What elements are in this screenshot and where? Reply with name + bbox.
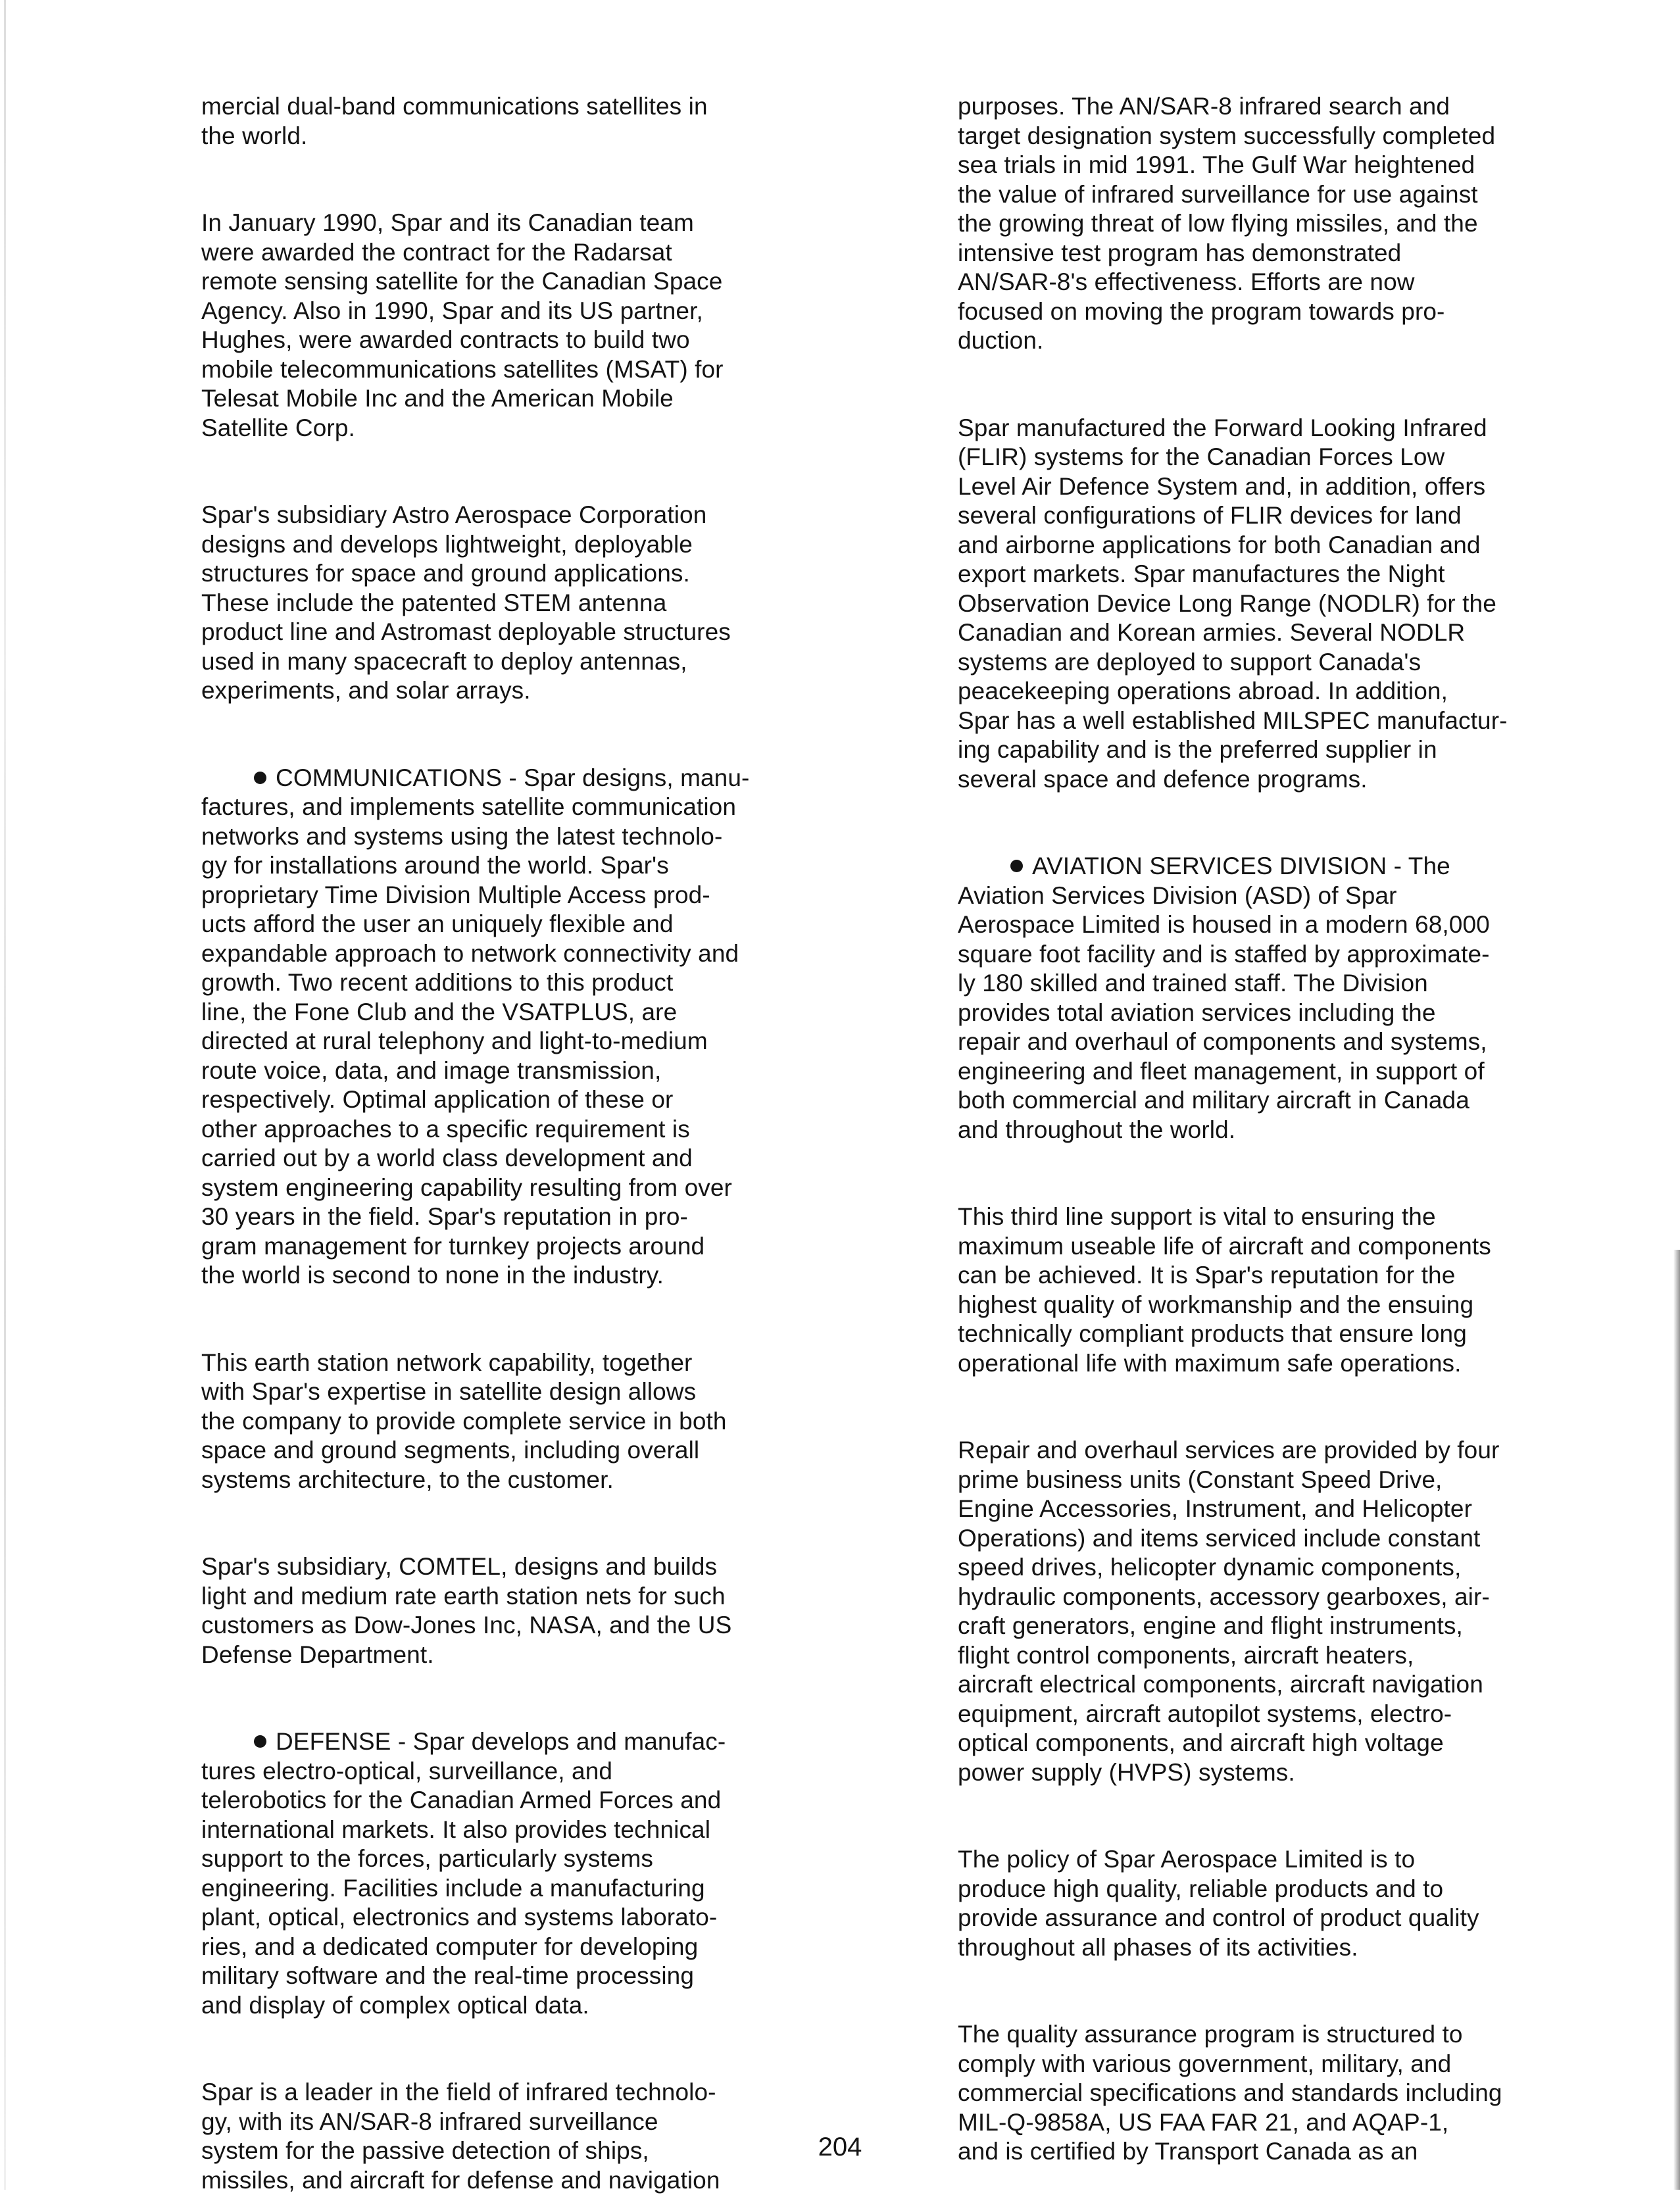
- bullet-heading-text: COMMUNICATIONS - Spar designs, manu-: [276, 764, 750, 791]
- body-paragraph: Spar's subsidiary Astro Aerospace Corporation designs and develops lightweight, deployable structures for space and ground applications. These include the patented STEM antenna product line and Astromast deployable structures used in many spacecraft to deploy antennas, experiments, and solar arrays.: [201, 501, 731, 704]
- body-paragraph: purposes. The AN/SAR-8 infrared search and target designation system successfully completed sea trials in mid 1991. The Gulf War heightened the value of infrared surveillance for use against the growing threat of low flying missiles, and the intensive test program has demonstrated AN/SAR-8's effectiveness. Efforts are now focused on moving the program towards pro- duction.: [958, 93, 1496, 354]
- bullet-paragraph: [201, 1727, 885, 2020]
- bullet-icon: [254, 772, 266, 784]
- bullet-heading-text: AVIATION SERVICES DIVISION - The: [1032, 852, 1450, 879]
- scan-edge-left: [4, 0, 6, 2190]
- bullet-paragraph: [958, 852, 1642, 1145]
- body-paragraph: Spar is a leader in the field of infrared technolo- gy, with its AN/SAR-8 infrared surveillance system for the passive detection of ships, missiles, and aircraft for defense and navigation: [201, 2079, 720, 2194]
- bullet-icon: [254, 1735, 266, 1748]
- body-paragraph: This third line support is vital to ensuring the maximum useable life of aircraft and components can be achieved. It is Spar's reputation for the highest quality of workmanship and the ensuing technically compliant products that ensure long operational life with maximum safe operations.: [958, 1203, 1491, 1377]
- bullet-icon: [1010, 860, 1023, 872]
- bullet-body-text: Aviation Services Division (ASD) of Spar Aerospace Limited is housed in a modern 68,000 square foot facility and is staffed by approximate- ly 180 skilled and trained staff. The Division provides total aviation services including the repair and overhaul of components and systems, engineering and fleet management, in support of both commercial and military aircraft in Canada and throughout the world.: [958, 881, 1490, 1143]
- body-paragraph: Spar's subsidiary, COMTEL, designs and builds light and medium rate earth station nets for such customers as Dow-Jones Inc, NASA, and the US Defense Department.: [201, 1553, 732, 1668]
- body-paragraph: mercial dual-band communications satellites in the world.: [201, 93, 708, 149]
- body-paragraph: Spar manufactured the Forward Looking Infrared (FLIR) systems for the Canadian Forces Low Level Air Defence System and, in addition, offers several configurations of FLIR devices for land and airborne applications for both Canadian and export markets. Spar manufactures the Night Observation Device Long Range (NODLR) for the Canadian and Korean armies. Several NODLR systems are deployed to support Canada's peacekeeping operations abroad. In addition, Spar has a well established MILSPEC manufactur- ing capability and is the preferred supplier in several space and defence programs.: [958, 414, 1508, 793]
- left-column: [201, 92, 885, 2195]
- body-paragraph: The policy of Spar Aerospace Limited is to produce high quality, reliable products and to provide assurance and control of product quality throughout all phases of its activities.: [958, 1846, 1479, 1961]
- bullet-heading-line: [201, 764, 885, 793]
- bullet-paragraph: [201, 764, 885, 1291]
- page-number: 204: [818, 2133, 862, 2161]
- bullet-body-text: tures electro-optical, surveillance, and telerobotics for the Canadian Armed Forces and international markets. It also provides technical support to the forces, particularly systems engineering. Facilities include a manufacturing plant, optical, electronics and systems laborato- ries, and a dedicated computer for developing military software and the real-time processing and display of complex optical data.: [201, 1757, 722, 2019]
- body-paragraph: In January 1990, Spar and its Canadian team were awarded the contract for the Radarsat remote sensing satellite for the Canadian Space Agency. Also in 1990, Spar and its US partner, Hughes, were awarded contracts to build two mobile telecommunications satellites (MSAT) for Telesat Mobile Inc and the American Mobile Satellite Corp.: [201, 209, 724, 441]
- scan-edge-right: [1673, 1250, 1680, 2190]
- bullet-body-text: factures, and implements satellite communication networks and systems using the latest technolo- gy for installations around the world. Spar's proprietary Time Division Multiple Access prod- ucts afford the user an uniquely flexible and expandable approach to network connectivity and growth. Two recent additions to this product line, the Fone Club and the VSATPLUS, are directed at rural telephony and light-to-medium route voice, data, and image transmission, respectively. Optimal application of these or other approaches to a specific requirement is carried out by a world class development and system engineering capability resulting from over 30 years in the field. Spar's reputation in pro- gram management for turnkey projects around the world is second to none in the industry.: [201, 793, 739, 1289]
- body-paragraph: The quality assurance program is structured to comply with various government, military, and commercial specifications and standards including MIL-Q-9858A, US FAA FAR 21, and AQAP-1, and is certified by Transport Canada as an: [958, 2021, 1502, 2165]
- body-paragraph: Repair and overhaul services are provided by four prime business units (Constant Speed Drive, Engine Accessories, Instrument, and Helicopter Operations) and items serviced include constant speed drives, helicopter dynamic components, hydraulic components, accessory gearboxes, air- craft generators, engine and flight instruments, flight control components, aircraft heaters, aircraft electrical components, aircraft navigation equipment, aircraft autopilot systems, electro- optical components, and aircraft high voltage power supply (HVPS) systems.: [958, 1437, 1500, 1786]
- right-column: [958, 92, 1642, 2167]
- bullet-heading-line: [201, 1727, 885, 1757]
- bullet-heading-line: [958, 852, 1642, 881]
- bullet-heading-text: DEFENSE - Spar develops and manufac-: [276, 1728, 726, 1755]
- body-paragraph: This earth station network capability, together with Spar's expertise in satellite design allows the company to provide complete service in both space and ground segments, including overall systems architecture, to the customer.: [201, 1348, 727, 1493]
